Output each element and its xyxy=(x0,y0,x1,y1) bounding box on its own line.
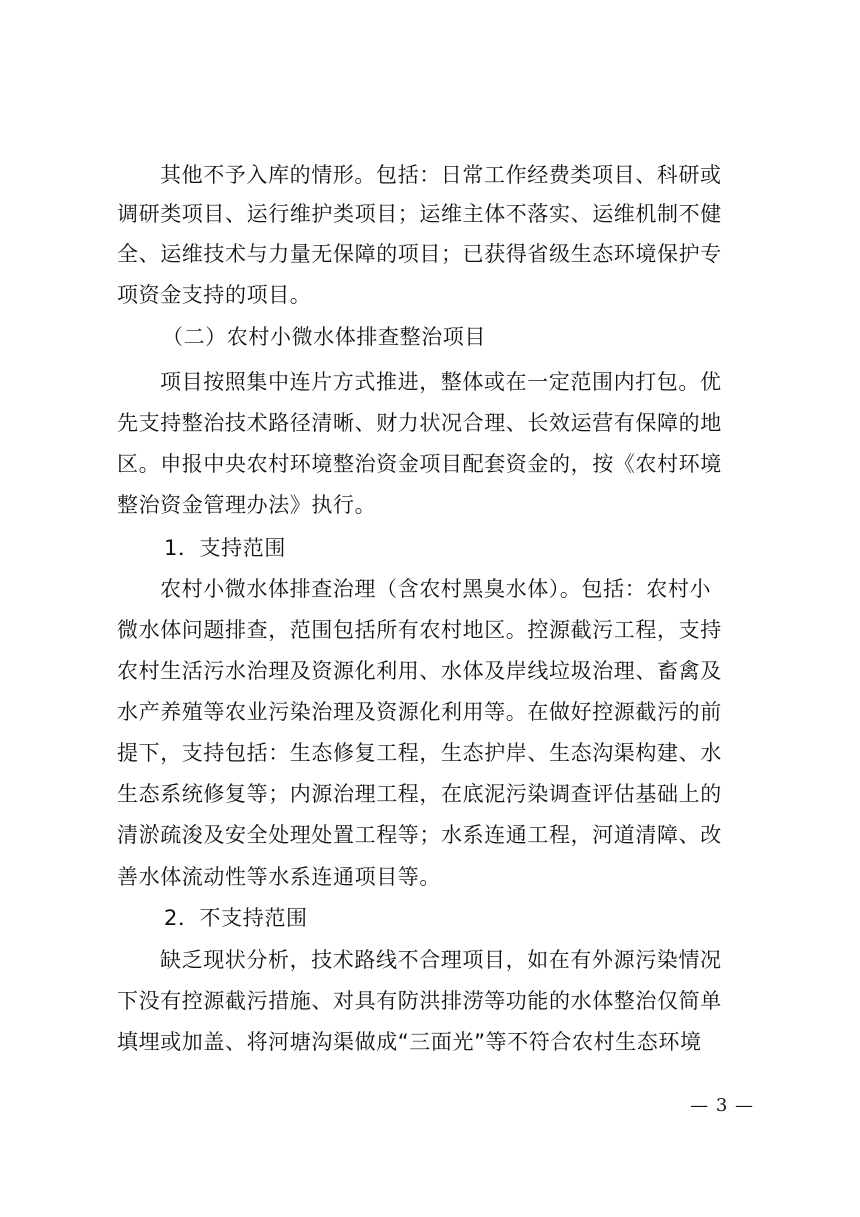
text-line-15: 提下，支持包括：生态修复工程，生态护岸、生态沟渠构建、水 xyxy=(117,741,722,765)
text-line-17: 清淤疏浚及安全处理处置工程等；水系连通工程，河道清障、改 xyxy=(117,823,722,847)
text-line-6: 项目按照集中连片方式推进，整体或在一定范围内打包。优 xyxy=(160,370,722,394)
text-line-4: 项资金支持的项目。 xyxy=(117,283,312,307)
text-line-12: 微水体问题排查，范围包括所有农村地区。控源截污工程，支持 xyxy=(117,618,722,642)
text-line-20: 缺乏现状分析，技术路线不合理项目，如在有外源污染情况 xyxy=(160,948,722,972)
text-line-16: 生态系统修复等；内源治理工程，在底泥污染调查评估基础上的 xyxy=(117,782,722,806)
subheading-support-scope: 1．支持范围 xyxy=(164,536,286,560)
text-line-18: 善水体流动性等水系连通项目等。 xyxy=(117,865,441,889)
subheading-not-supported: 2．不支持范围 xyxy=(164,906,308,930)
text-line-8: 区。申报中央农村环境整治资金项目配套资金的，按《农村环境 xyxy=(117,452,722,476)
text-line-7: 先支持整治技术路径清晰、财力状况合理、长效运营有保障的地 xyxy=(117,411,722,435)
text-line-13: 农村生活污水治理及资源化利用、水体及岸线垃圾治理、畜禽及 xyxy=(117,659,722,683)
text-line-3: 全、运维技术与力量无保障的项目；已获得省级生态环境保护专 xyxy=(117,242,722,266)
text-line-1: 其他不予入库的情形。包括：日常工作经费类项目、科研或 xyxy=(160,163,722,187)
page-number: — 3 — xyxy=(690,1095,754,1116)
text-line-2: 调研类项目、运行维护类项目；运维主体不落实、运维机制不健 xyxy=(117,202,722,226)
text-line-11: 农村小微水体排查治理（含农村黑臭水体）。包括：农村小 xyxy=(160,577,712,601)
text-line-21: 下没有控源截污措施、对具有防洪排涝等功能的水体整治仅简单 xyxy=(117,989,722,1013)
text-line-14: 水产养殖等农业污染治理及资源化利用等。在做好控源截污的前 xyxy=(117,700,722,724)
text-line-9: 整治资金管理办法》执行。 xyxy=(117,493,377,517)
text-line-22: 填埋或加盖、将河塘沟渠做成“三面光”等不符合农村生态环境 xyxy=(117,1030,702,1054)
section-heading: （二）农村小微水体排查整治项目 xyxy=(162,325,486,349)
